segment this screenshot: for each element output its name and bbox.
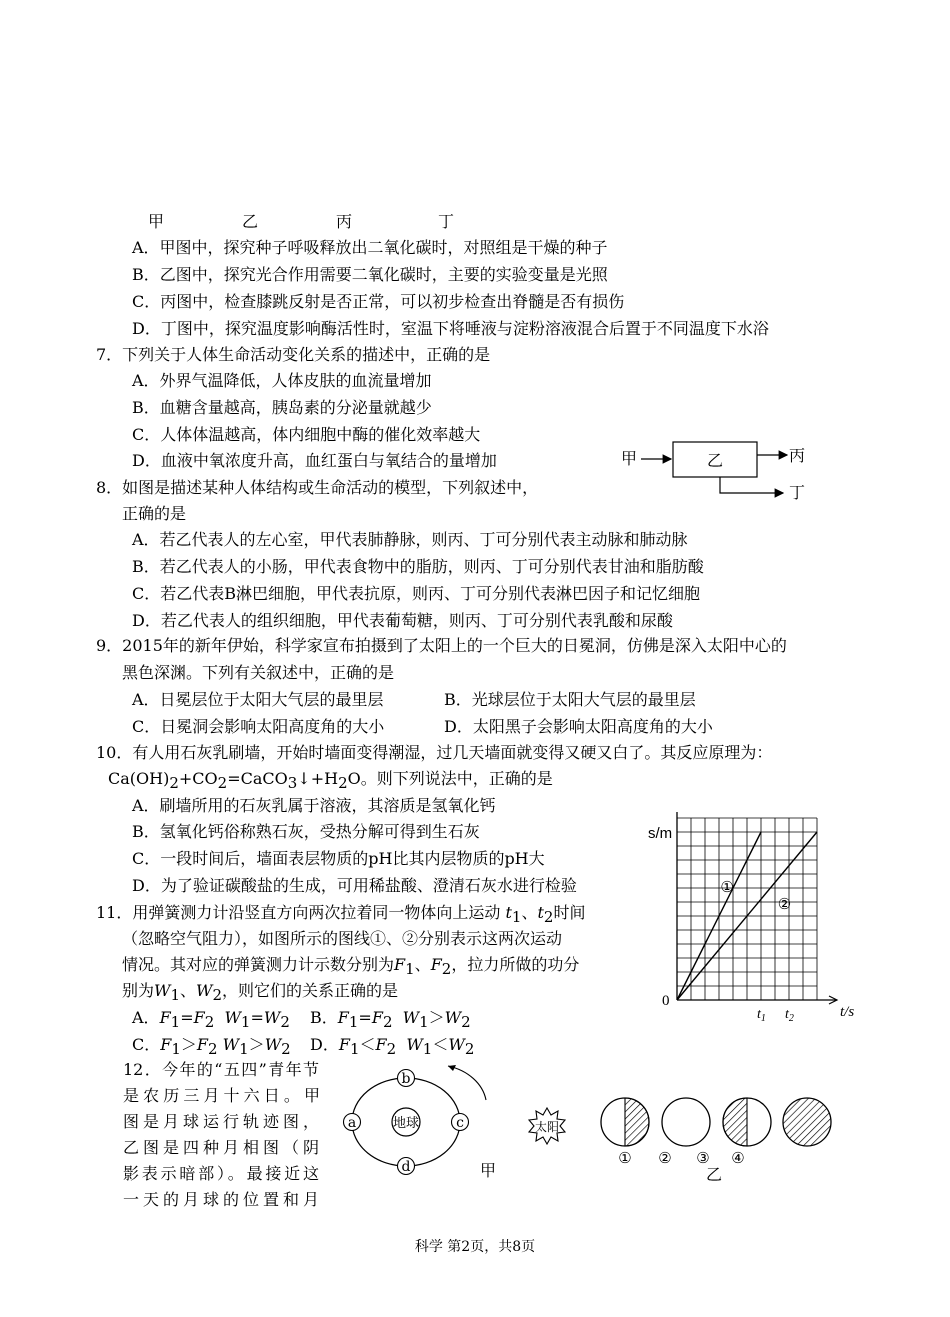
q10-option-b: B．氢氧化钙俗称熟石灰，受热分解可得到生石灰: [132, 822, 480, 841]
chart-y-label: s/m: [648, 825, 673, 842]
q12-stem-line5: 影表示暗部）。最接近这: [123, 1164, 319, 1183]
orbit-direction-arrow-icon: [448, 1066, 486, 1100]
q11-option-d: D．$F_1<F_2$ $W_1<W_2$: [310, 1035, 475, 1059]
x-tick-label-1: $t_1$: [757, 1007, 766, 1024]
q9-option-a: A．日冕层位于太阳大气层的最里层: [132, 690, 384, 709]
q10-stem-line1: 10．有人用石灰乳刷墙，开始时墙面变得潮湿，过几天墙面就变得又硬又白了。其反应原理为：: [96, 743, 773, 762]
q10-equation: $Ca(OH)_2+CO_2=CaCO_3↓+H_2O$。则下列说法中，正确的是: [108, 769, 553, 793]
moon-phase-4: [783, 1098, 831, 1146]
q8-stem-line2: 正确的是: [122, 504, 187, 523]
model-bing-label: 丙: [789, 446, 806, 465]
moon-position-b: b: [401, 1071, 411, 1087]
model-arrow-ding: [720, 477, 783, 493]
q7-option-d: D．血液中氧浓度升高，血红蛋白与氧结合的量增加: [132, 451, 497, 470]
q10-option-c: C．一段时间后，墙面表层物质的pH比其内层物质的pH大: [132, 849, 545, 868]
orbit-caption: 甲: [479, 1161, 497, 1180]
q7-option-a: A．外界气温降低，人体皮肤的血流量增加: [132, 371, 432, 390]
moon-position-d: d: [401, 1159, 411, 1175]
sun-icon: [525, 1106, 569, 1146]
figure-label-jia: 甲: [148, 212, 165, 231]
s-t-chart: [640, 812, 870, 1024]
moon-phases-diagram: [592, 1088, 838, 1184]
moon-phase-label-4: ④: [731, 1149, 745, 1167]
moon-phase-label-3: ③: [696, 1149, 710, 1167]
q12-stem-line6: 一天的月球的位置和月: [123, 1190, 319, 1209]
moon-position-a: a: [347, 1115, 357, 1131]
chart-x-label: t/s: [840, 1004, 855, 1020]
moon-phases-caption: 乙: [705, 1165, 723, 1184]
q12-stem-line2: 是农历三月十六日。甲: [123, 1086, 320, 1105]
q11-stem-line4: 别为$W_1$、$W_2$，则它们的关系正确的是: [122, 981, 399, 1005]
q6-option-a: A．甲图中，探究种子呼吸释放出二氧化碳时，对照组是干燥的种子: [132, 238, 608, 257]
sun-label: 太阳: [534, 1120, 560, 1134]
q8-option-c: C．若乙代表B淋巴细胞，甲代表抗原，则丙、丁可分别代表淋巴因子和记忆细胞: [132, 584, 701, 603]
q8-stem-line1: 8．如图是描述某种人体结构或生命活动的模型，下列叙述中，: [96, 478, 539, 497]
q9-option-b: B．光球层位于太阳大气层的最里层: [444, 690, 696, 709]
moon-orbit-diagram: [336, 1060, 516, 1185]
model-ding-label: 丁: [789, 483, 806, 502]
q11-option-b: B．$F_1=F_2$ $W_1>W_2$: [310, 1008, 471, 1032]
q12-stem-line1: 12．今年的“五四”青年节: [123, 1060, 319, 1079]
q7-option-b: B．血糖含量越高，胰岛素的分泌量就越少: [132, 398, 432, 417]
moon-phase-3: [723, 1098, 771, 1146]
figure-label-ding: 丁: [438, 212, 455, 231]
q12-stem-line4: 乙图是四种月相图（阴: [123, 1138, 319, 1157]
q6-option-c: C．丙图中，检查膝跳反射是否正常，可以初步检查出脊髓是否有损伤: [132, 292, 625, 311]
q11-stem-line2: （忽略空气阻力），如图所示的图线①、②分别表示这两次运动: [122, 929, 563, 948]
model-jia-label: 甲: [621, 449, 638, 468]
q9-stem-line2: 黑色深渊。下列有关叙述中，正确的是: [122, 663, 395, 682]
moon-phase-1: [601, 1098, 649, 1146]
earth-label: 地球: [392, 1116, 420, 1131]
q7-option-c: C．人体体温越高，体内细胞中酶的催化效率越大: [132, 425, 481, 444]
q12-stem-line3: 图是月球运行轨迹图，: [123, 1112, 319, 1131]
series-label-1: ①: [720, 878, 734, 897]
chart-origin-label: 0: [662, 993, 670, 1009]
q8-option-b: B．若乙代表人的小肠，甲代表食物中的脂肪，则丙、丁可分别代表甘油和脂肪酸: [132, 557, 704, 576]
figure-label-yi: 乙: [242, 212, 259, 231]
q8-option-a: A．若乙代表人的左心室，甲代表肺静脉，则丙、丁可分别代表主动脉和肺动脉: [132, 530, 688, 549]
x-tick-label-2: $t_2$: [785, 1007, 794, 1024]
moon-phase-label-1: ①: [618, 1149, 632, 1167]
moon-phase-2: [662, 1098, 710, 1146]
moon-phase-label-2: ②: [658, 1149, 672, 1167]
q9-option-c: C．日冕洞会影响太阳高度角的大小: [132, 717, 385, 736]
q9-stem-line1: 9．2015年的新年伊始，科学家宣布拍摄到了太阳上的一个巨大的日冕洞，仿佛是深入太阳中心的: [96, 636, 787, 655]
chart-grid: [677, 818, 817, 1000]
q7-stem: 7．下列关于人体生命活动变化关系的描述中，正确的是: [96, 345, 491, 364]
q6-option-d: D．丁图中，探究温度影响酶活性时，室温下将唾液与淀粉溶液混合后置于不同温度下水浴: [132, 319, 769, 338]
q8-option-d: D．若乙代表人的组织细胞，甲代表葡萄糖，则丙、丁可分别代表乳酸和尿酸: [132, 611, 673, 630]
q11-option-c: C．$F_1>F_2$ $W_1>W_2$: [132, 1035, 291, 1059]
q10-option-a: A．刷墙所用的石灰乳属于溶液，其溶质是氢氧化钙: [132, 796, 496, 815]
figure-label-bing: 丙: [336, 212, 353, 231]
model-diagram: [615, 432, 825, 504]
q11-option-a: A．$F_1=F_2$ $W_1=W_2$: [132, 1008, 290, 1032]
series-label-2: ②: [777, 895, 792, 913]
q9-option-d: D．太阳黑子会影响太阳高度角的大小: [444, 717, 713, 736]
q11-stem-line1: 11．用弹簧测力计沿竖直方向两次拉着同一物体向上运动 $t_1$、$t_2$时间: [96, 903, 586, 927]
moon-position-c: c: [456, 1115, 464, 1131]
model-yi-label: 乙: [706, 451, 724, 470]
q11-stem-line3: 情况。其对应的弹簧测力计示数分别为$F_1$、$F_2$，拉力所做的功分: [122, 955, 580, 979]
q6-option-b: B．乙图中，探究光合作用需要二氧化碳时，主要的实验变量是光照: [132, 265, 608, 284]
page-footer: 科学 第2页，共8页: [414, 1239, 536, 1255]
q10-option-d: D．为了验证碳酸盐的生成，可用稀盐酸、澄清石灰水进行检验: [132, 876, 577, 895]
